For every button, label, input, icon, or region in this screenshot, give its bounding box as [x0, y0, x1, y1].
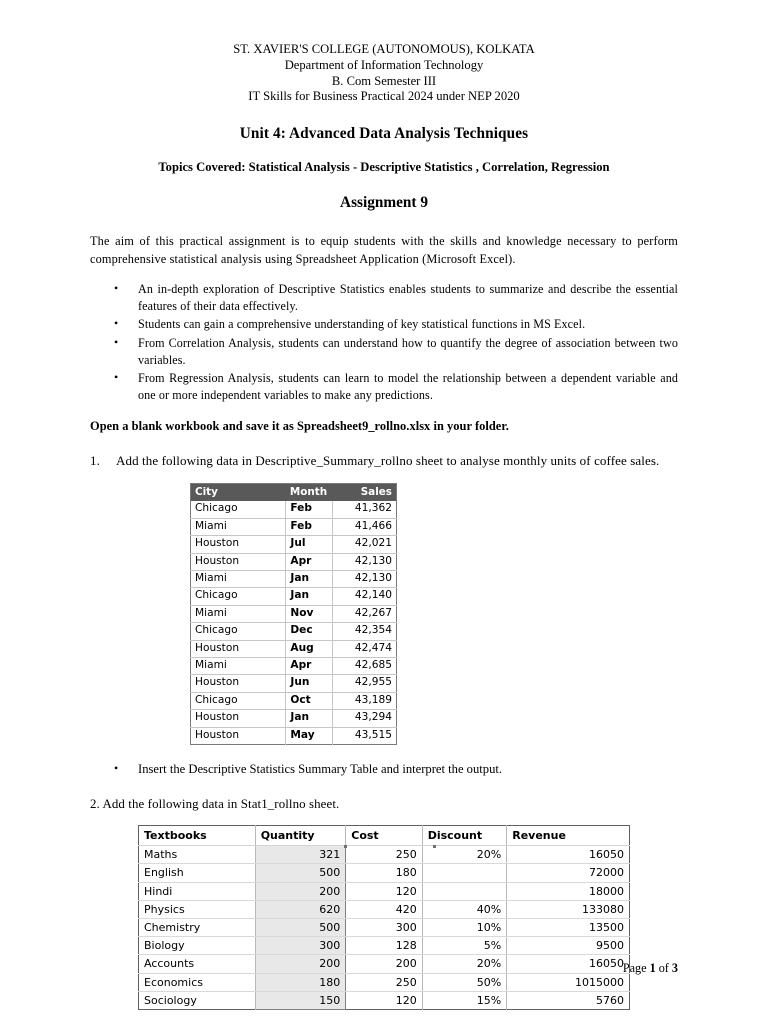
open-workbook-instruction: Open a blank workbook and save it as Spreadsheet9_rollno.xlsx in your folder.: [90, 419, 509, 434]
cell-city: Chicago: [191, 588, 286, 605]
cell-sales: 42,955: [333, 675, 397, 692]
cell-month: May: [286, 727, 333, 744]
cell-discount: 10%: [422, 918, 507, 936]
column-header-textbooks: Textbooks: [139, 826, 256, 846]
cell-textbook: English: [139, 864, 256, 882]
objectives-list: [90, 281, 678, 404]
cell-revenue: 18000: [507, 882, 630, 900]
objective-text: From Correlation Analysis, students can understand how to quantify the degree of association between two variables.: [138, 335, 678, 367]
insert-summary-bullet: [90, 761, 678, 778]
cell-cost: 120: [346, 882, 422, 900]
column-header-cost: Cost: [346, 826, 422, 846]
objective-text: An in-depth exploration of Descriptive Statistics enables students to summarize and describe the essential features of their data effectively.: [138, 282, 678, 314]
cell-cost: 120: [346, 991, 422, 1009]
cell-month: Feb: [286, 501, 333, 518]
cell-sales: 42,474: [333, 640, 397, 657]
cell-cost: 180: [346, 864, 422, 882]
cell-sales: 41,362: [333, 501, 397, 518]
cell-revenue: 13500: [507, 918, 630, 936]
table-row: [191, 501, 397, 518]
cell-cost: 250: [346, 846, 422, 864]
cell-cost: 300: [346, 918, 422, 936]
cell-textbook: Economics: [139, 973, 256, 991]
cell-sales: 42,130: [333, 553, 397, 570]
textbooks-table-body: [139, 846, 630, 1010]
bullet-icon: •: [114, 370, 119, 385]
cell-quantity: 150: [255, 991, 346, 1009]
table-row: [191, 727, 397, 744]
cell-cost: 128: [346, 937, 422, 955]
list-item: [90, 370, 678, 404]
course-name: IT Skills for Business Practical 2024 under NEP 2020: [248, 89, 520, 104]
cell-month: Apr: [286, 553, 333, 570]
column-header-city: City: [191, 484, 286, 502]
column-header-quantity: Quantity: [255, 826, 346, 846]
cell-revenue: 72000: [507, 864, 630, 882]
aim-paragraph: The aim of this practical assignment is to equip students with the skills and knowledge necessary to perform comprehensive statistical analysis using Spreadsheet Application (Microsoft Excel).: [90, 234, 678, 266]
cell-revenue: 133080: [507, 900, 630, 918]
step-1-text: Add the following data in Descriptive_Summary_rollno sheet to analyse monthly units of coffee sales.: [116, 453, 660, 469]
list-item: [90, 281, 678, 315]
table-header-row: [191, 484, 397, 502]
cell-quantity: 200: [255, 955, 346, 973]
table-row: [139, 864, 630, 882]
table-row: [139, 882, 630, 900]
coffee-sales-table-body: [191, 501, 397, 744]
cell-discount: 20%: [422, 955, 507, 973]
cell-cost: 420: [346, 900, 422, 918]
cell-sales: 42,354: [333, 623, 397, 640]
cell-quantity: 321: [255, 846, 346, 864]
bullet-icon: •: [114, 334, 119, 349]
page-footer: [623, 961, 678, 976]
table-row: [191, 692, 397, 709]
cell-city: Miami: [191, 658, 286, 675]
cell-city: Houston: [191, 640, 286, 657]
column-header-month: Month: [286, 484, 333, 502]
cell-month: Feb: [286, 518, 333, 535]
cell-sales: 42,685: [333, 658, 397, 675]
step-1-number: 1.: [90, 453, 100, 469]
bullet-icon: •: [114, 316, 119, 331]
cell-city: Houston: [191, 536, 286, 553]
cell-discount: [422, 864, 507, 882]
cell-month: Jun: [286, 675, 333, 692]
coffee-sales-table: [190, 483, 397, 745]
table-row: [191, 571, 397, 588]
cell-sales: 41,466: [333, 518, 397, 535]
column-header-discount: Discount: [422, 826, 507, 846]
cell-city: Miami: [191, 571, 286, 588]
textbooks-table-wrap: [90, 825, 678, 1010]
cell-city: Miami: [191, 518, 286, 535]
list-item: [90, 335, 678, 369]
semester-name: B. Com Semester III: [331, 73, 437, 88]
cell-month: Aug: [286, 640, 333, 657]
insert-summary-text: Insert the Descriptive Statistics Summary Table and interpret the output.: [138, 762, 503, 777]
table-row: [191, 553, 397, 570]
cell-textbook: Hindi: [139, 882, 256, 900]
cell-city: Houston: [191, 727, 286, 744]
cell-month: Jul: [286, 536, 333, 553]
cell-textbook: Maths: [139, 846, 256, 864]
cell-discount: 15%: [422, 991, 507, 1009]
table-row: [191, 675, 397, 692]
cell-month: Apr: [286, 658, 333, 675]
cell-sales: 42,021: [333, 536, 397, 553]
document-body: [90, 233, 678, 1010]
cell-city: Houston: [191, 675, 286, 692]
cell-discount: 40%: [422, 900, 507, 918]
cell-sales: 43,294: [333, 710, 397, 727]
step-1: [90, 451, 678, 470]
assignment-title: Assignment 9: [340, 194, 428, 212]
table-row: [139, 937, 630, 955]
footer-current-page: 1: [649, 961, 656, 975]
cell-sales: 43,515: [354, 728, 392, 741]
table-row: [139, 973, 630, 991]
cell-textbook: Physics: [139, 900, 256, 918]
cell-city: Chicago: [191, 623, 286, 640]
cell-city: Houston: [191, 553, 286, 570]
table-row: [191, 605, 397, 622]
cell-revenue: 9500: [507, 937, 630, 955]
cell-revenue: 16050: [507, 955, 630, 973]
cell-month: Nov: [286, 605, 333, 622]
list-item: [90, 316, 678, 333]
textbooks-table: [138, 825, 630, 1010]
cell-textbook: Biology: [139, 937, 256, 955]
table-row: [139, 955, 630, 973]
cell-cost: 200: [346, 955, 422, 973]
department-name: Department of Information Technology: [284, 57, 484, 72]
cell-revenue: 5760: [596, 993, 624, 1007]
table-row: [191, 710, 397, 727]
cell-city: Miami: [191, 605, 286, 622]
cell-sales: 42,140: [333, 588, 397, 605]
cell-sales: 42,130: [333, 571, 397, 588]
cell-city: Chicago: [191, 501, 286, 518]
college-name: ST. XAVIER'S COLLEGE (AUTONOMOUS), KOLKATA: [233, 42, 535, 56]
cell-discount: 5%: [422, 937, 507, 955]
cell-quantity: 620: [255, 900, 346, 918]
cell-discount: [422, 882, 507, 900]
table-row: [191, 623, 397, 640]
cell-discount: 50%: [422, 973, 507, 991]
cell-quantity: 200: [255, 882, 346, 900]
table-row: [191, 640, 397, 657]
column-header-revenue: Revenue: [507, 826, 630, 846]
cell-cost: 250: [346, 973, 422, 991]
cell-sales: 42,267: [333, 605, 397, 622]
cell-month: Jan: [286, 710, 333, 727]
coffee-sales-table-wrap: [90, 483, 678, 745]
cell-city: Chicago: [191, 692, 286, 709]
cell-quantity: 300: [255, 937, 346, 955]
cell-month: Dec: [286, 623, 333, 640]
cell-discount: 20%: [422, 846, 507, 864]
table-row: [139, 900, 630, 918]
objective-text: Students can gain a comprehensive understanding of key statistical functions in MS Excel.: [138, 317, 586, 332]
selection-handle-icon: [344, 845, 347, 848]
table-row: [139, 918, 630, 936]
cell-quantity: 180: [255, 973, 346, 991]
cell-month: Oct: [286, 692, 333, 709]
cell-quantity: 500: [255, 864, 346, 882]
bullet-icon: •: [114, 281, 119, 295]
cell-sales: 43,189: [333, 692, 397, 709]
table-row: [139, 991, 630, 1009]
selection-handle-icon: [433, 845, 436, 848]
table-header-row: [139, 826, 630, 846]
cell-textbook: Sociology: [139, 991, 256, 1009]
cell-month: Jan: [286, 588, 333, 605]
table-row: [191, 658, 397, 675]
table-row: [191, 588, 397, 605]
cell-revenue: 16050: [507, 846, 630, 864]
table-row: [191, 536, 397, 553]
objective-text: From Regression Analysis, students can learn to model the relationship between a dependent variable and one or more independent variables to make any predictions.: [138, 371, 678, 403]
footer-total-pages: 3: [671, 961, 678, 975]
cell-quantity: 500: [255, 918, 346, 936]
institution-header: [0, 42, 768, 105]
topics-covered: Topics Covered: Statistical Analysis - Descriptive Statistics , Correlation, Regression: [158, 160, 610, 175]
column-header-sales: Sales: [333, 484, 397, 502]
cell-month: Jan: [286, 571, 333, 588]
cell-city: Houston: [191, 710, 286, 727]
footer-prefix: Page: [622, 961, 650, 975]
cell-textbook: Accounts: [139, 955, 256, 973]
bullet-icon: •: [114, 761, 119, 776]
table-row: [139, 846, 630, 864]
unit-title: Unit 4: Advanced Data Analysis Techniques: [239, 125, 529, 143]
footer-middle: of: [655, 961, 672, 975]
cell-textbook: Chemistry: [139, 918, 256, 936]
step-2: 2. Add the following data in Stat1_rollno sheet.: [90, 797, 340, 812]
cell-revenue: 1015000: [507, 973, 630, 991]
table-row: [191, 518, 397, 535]
